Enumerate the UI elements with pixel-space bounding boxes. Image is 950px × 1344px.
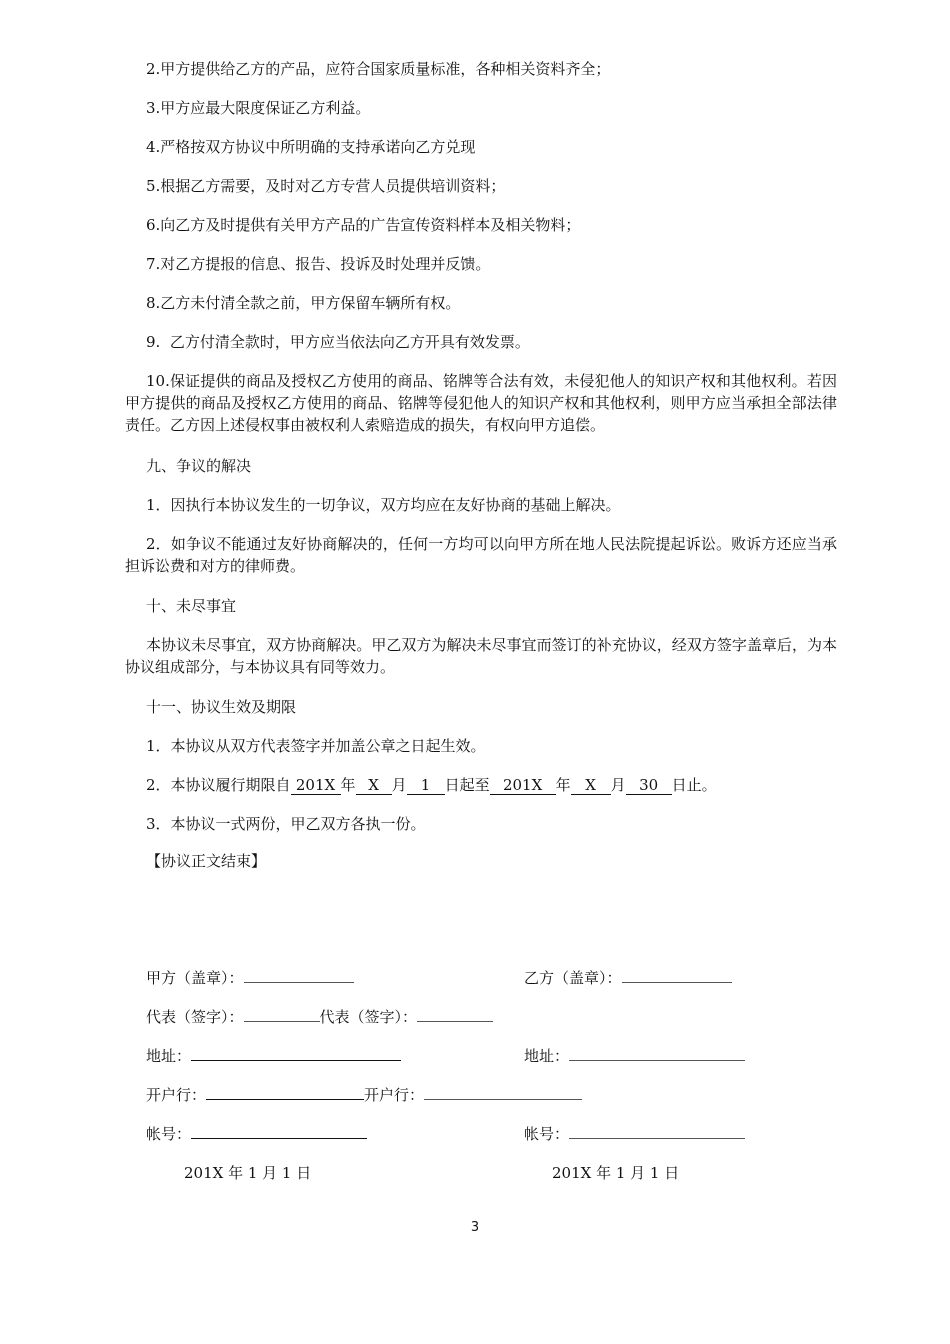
page-number: 3 <box>470 1220 480 1235</box>
until-label: 日止。 <box>671 776 717 794</box>
end-marker: 【协议正文结束】 <box>146 852 267 870</box>
address-a-row <box>146 1045 401 1067</box>
clause-10-text: 10.保证提供的商品及授权乙方使用的商品、铭牌等合法有效，未侵犯他人的知识产权和其他权利。若因甲方提供的商品及授权乙方使用的商品、铭牌等侵犯他人的知识产权和其他权利，则甲方应当承担全部法律责任。乙方因上述侵权事由被权利人索赔造成的损失，有权向甲方追偿。 <box>125 372 837 434</box>
party-a-seal-label: 甲方（盖章）： <box>146 969 244 987</box>
address-b-blank <box>569 1046 745 1061</box>
end-year: 201X <box>490 776 556 795</box>
clause-10 <box>125 370 837 436</box>
clause-9: 9. 乙方付清全款时，甲方应当依法向乙方开具有效发票。 <box>146 333 530 351</box>
end-month: X <box>571 776 611 795</box>
bank-b-blank <box>424 1085 582 1100</box>
account-a-blank <box>191 1124 367 1139</box>
date-b: 201X 年 1 月 1 日 <box>552 1164 680 1182</box>
address-b-label: 地址： <box>524 1047 570 1065</box>
representative-row <box>146 1006 493 1028</box>
start-day: 1 <box>407 776 445 795</box>
section-11-p3: 3．本协议一式两份，甲乙双方各执一份。 <box>146 815 426 833</box>
section-9-p1: 1．因执行本协议发生的一切争议，双方均应在友好协商的基础上解决。 <box>146 496 621 514</box>
party-a-seal-row <box>146 967 354 989</box>
section-9-p2 <box>125 533 837 577</box>
clause-6: 6.向乙方及时提供有关甲方产品的广告宣传资料样本及相关物料； <box>146 216 581 234</box>
bank-a-blank <box>206 1085 364 1100</box>
bank-row <box>146 1084 582 1106</box>
bank-b-label: 开户行： <box>364 1086 425 1104</box>
section-10-p1-text: 本协议未尽事宜，双方协商解决。甲乙双方为解决未尽事宜而签订的补充协议，经双方签字盖章后，为本协议组成部分，与本协议具有同等效力。 <box>125 636 837 676</box>
from-label: 日起至 <box>444 776 490 794</box>
section-11-heading: 十一、协议生效及期限 <box>146 698 297 716</box>
account-b-row <box>524 1123 745 1145</box>
end-day: 30 <box>626 776 672 795</box>
party-b-seal-blank <box>622 968 732 983</box>
clause-7: 7.对乙方提报的信息、报告、投诉及时处理并反馈。 <box>146 255 491 273</box>
rep-b-blank <box>417 1007 493 1022</box>
party-b-seal-row <box>524 967 732 989</box>
section-11-p2 <box>146 774 836 796</box>
clause-2: 2.甲方提供给乙方的产品，应符合国家质量标准，各种相关资料齐全； <box>146 60 611 78</box>
address-a-blank <box>191 1046 401 1061</box>
party-b-seal-label: 乙方（盖章）： <box>524 969 622 987</box>
section-9-heading: 九、争议的解决 <box>146 457 252 475</box>
year-label-2: 年 <box>555 776 571 794</box>
address-a-label: 地址： <box>146 1047 192 1065</box>
account-b-label: 帐号： <box>524 1125 570 1143</box>
clause-8: 8.乙方未付清全款之前，甲方保留车辆所有权。 <box>146 294 461 312</box>
account-b-blank <box>569 1124 745 1139</box>
rep-a-blank <box>244 1007 320 1022</box>
term-prefix: 2．本协议履行期限自 <box>146 776 291 794</box>
month-label-1: 月 <box>391 776 407 794</box>
month-label-2: 月 <box>610 776 626 794</box>
bank-a-label: 开户行： <box>146 1086 207 1104</box>
year-label-1: 年 <box>340 776 356 794</box>
rep-b-label: 代表（签字）： <box>319 1008 418 1026</box>
start-month: X <box>356 776 392 795</box>
clause-3: 3.甲方应最大限度保证乙方利益。 <box>146 99 371 117</box>
account-a-label: 帐号： <box>146 1125 192 1143</box>
start-year: 201X <box>291 776 341 795</box>
section-10-heading: 十、未尽事宜 <box>146 597 237 615</box>
section-10-p1 <box>125 634 837 678</box>
party-a-seal-blank <box>244 968 354 983</box>
rep-a-label: 代表（签字）： <box>146 1008 244 1026</box>
clause-5: 5.根据乙方需要，及时对乙方专营人员提供培训资料； <box>146 177 506 195</box>
date-a: 201X 年 1 月 1 日 <box>184 1164 312 1182</box>
account-a-row <box>146 1123 367 1145</box>
clause-4: 4.严格按双方协议中所明确的支持承诺向乙方兑现 <box>146 138 476 156</box>
section-9-p2-text: 2．如争议不能通过友好协商解决的，任何一方均可以向甲方所在地人民法院提起诉讼。败诉方还应当承担诉讼费和对方的律师费。 <box>125 535 837 575</box>
section-11-p1: 1．本协议从双方代表签字并加盖公章之日起生效。 <box>146 737 486 755</box>
address-b-row <box>524 1045 745 1067</box>
